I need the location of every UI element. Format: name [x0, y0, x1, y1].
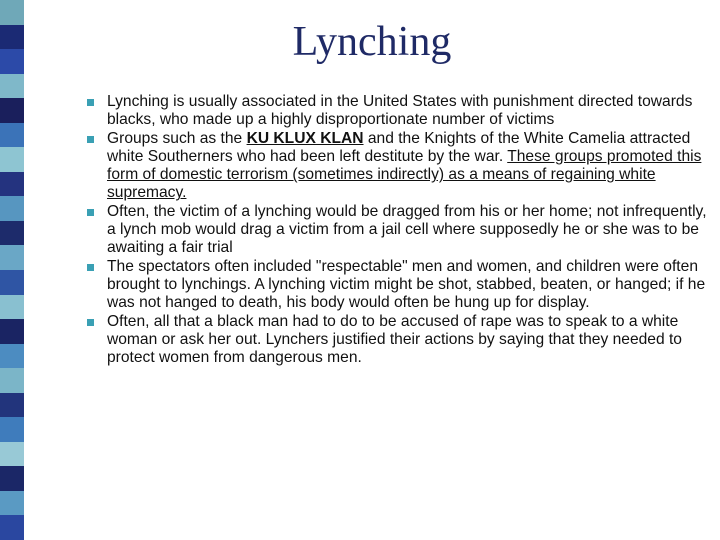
bullet-item — [86, 130, 714, 203]
stripe-segment — [0, 417, 24, 442]
square-bullet-icon — [87, 136, 94, 143]
square-bullet-icon — [87, 264, 94, 271]
bullet-text-part: and the Knights of the White Camelia attracted white Southerners who had been left destitute by the war. — [107, 129, 691, 165]
bullet-text: The spectators often included "respectable" men and women, and children were often brought to lynchings. A lynching victim might be shot, stabbed, beaten, or hanged; if he was not hanged to death, his body would often be hung up for display. — [107, 257, 706, 312]
stripe-segment — [0, 393, 24, 418]
stripe-segment — [0, 172, 24, 197]
bullet-item — [86, 93, 714, 130]
stripe-segment — [0, 0, 24, 25]
stripe-segment — [0, 270, 24, 295]
bullet-item — [86, 203, 714, 258]
decorative-stripe — [0, 0, 24, 540]
bullet-item — [86, 313, 714, 368]
stripe-segment — [0, 319, 24, 344]
stripe-segment — [0, 98, 24, 123]
stripe-segment — [0, 368, 24, 393]
stripe-segment — [0, 344, 24, 369]
stripe-segment — [0, 147, 24, 172]
stripe-segment — [0, 245, 24, 270]
stripe-segment — [0, 295, 24, 320]
kkk-emphasis: KU KLUX KLAN — [246, 129, 364, 147]
slide-title: Lynching — [292, 19, 452, 65]
bullet-text — [107, 130, 701, 202]
bullet-item — [86, 258, 714, 313]
stripe-segment — [0, 466, 24, 491]
stripe-segment — [0, 123, 24, 148]
bullet-text: Often, all that a black man had to do to be accused of rape was to speak to a white woman or ask her out. Lynchers justified their actions by saying that they needed to protect women from dangerous men. — [107, 312, 682, 367]
square-bullet-icon — [87, 99, 94, 106]
stripe-segment — [0, 221, 24, 246]
stripe-segment — [0, 491, 24, 516]
stripe-segment — [0, 196, 24, 221]
stripe-segment — [0, 49, 24, 74]
stripe-segment — [0, 74, 24, 99]
stripe-segment — [0, 515, 24, 540]
bullet-text: Lynching is usually associated in the United States with punishment directed towards blacks, who made up a highly disproportionate number of victims — [107, 93, 693, 129]
stripe-segment — [0, 25, 24, 50]
underlined-text: These groups promoted this form of domestic terrorism (sometimes indirectly) as a means of regaining white supremacy. — [107, 147, 702, 202]
stripe-segment — [0, 442, 24, 467]
bullet-text-part: Groups such as the — [107, 129, 247, 147]
square-bullet-icon — [87, 209, 94, 216]
square-bullet-icon — [87, 319, 94, 326]
bullet-text: Often, the victim of a lynching would be dragged from his or her home; not infrequently, a lynch mob would drag a victim from a jail cell where supposedly he or she was to be awaiting a fair trial — [107, 202, 707, 257]
bullet-list — [86, 93, 714, 367]
